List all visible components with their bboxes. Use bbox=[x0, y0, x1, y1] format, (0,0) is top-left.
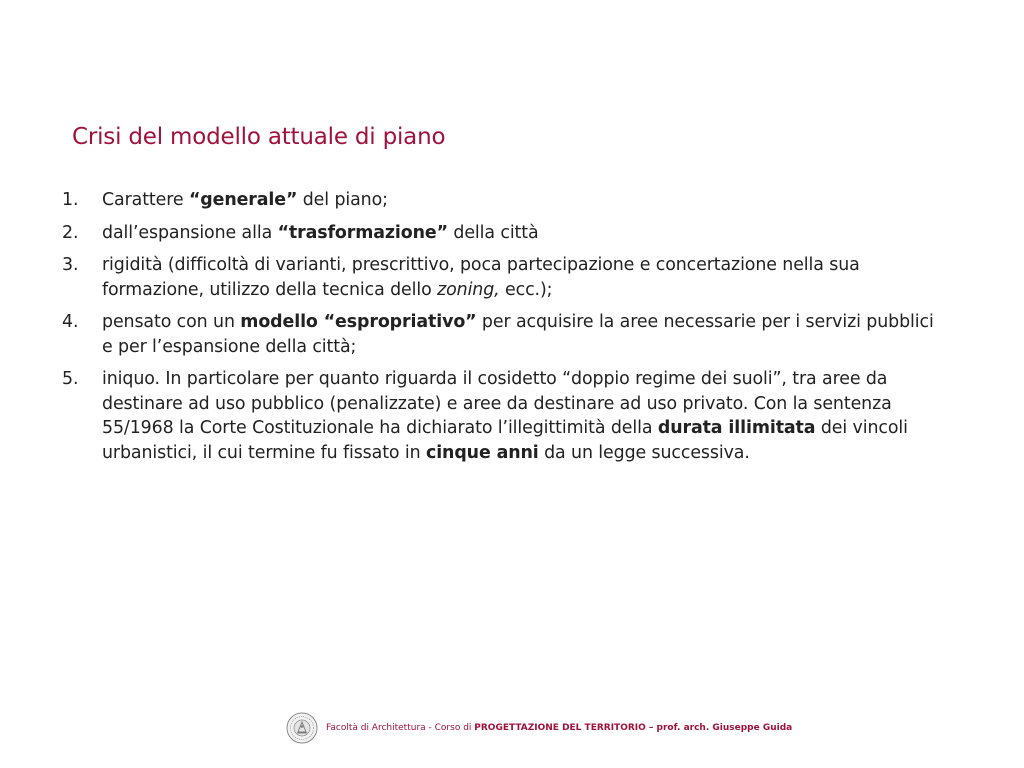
list-item-text: rigidità (difficoltà di varianti, prescrittivo, poca partecipazione e concertazione nella sua formazione, utilizzo della tecnica dello bbox=[102, 255, 860, 300]
list-item-text: da un legge successiva. bbox=[538, 442, 750, 463]
list-item bbox=[62, 310, 942, 359]
list-item bbox=[62, 253, 942, 302]
list-item-bold: durata illimitata bbox=[657, 418, 816, 438]
list-item-number: 3. bbox=[62, 255, 79, 275]
numbered-list bbox=[62, 188, 942, 473]
footer-faculty: Facoltà di Architettura bbox=[326, 723, 426, 733]
list-item-text: iniquo. In particolare per quanto riguarda il cosidetto “doppio regime dei suoli”, tra aree da destinare ad uso pubblico (penalizzate) e aree da destinare ad uso privato. Con la sentenza 55/1968 la Corte Costituzionale ha dichiarato l’illegittimità della bbox=[102, 369, 892, 438]
list-item-bold: modello “espropriativo” bbox=[240, 312, 477, 332]
list-item-text: della città bbox=[447, 222, 539, 243]
list-item-text: ecc.); bbox=[499, 279, 553, 300]
list-item-bold: “trasformazione” bbox=[277, 222, 448, 243]
list-item bbox=[62, 367, 942, 465]
list-item-number: 4. bbox=[62, 312, 79, 332]
list-item-text: dall’espansione alla bbox=[102, 222, 278, 243]
list-item-number: 2. bbox=[62, 222, 79, 243]
slide-title: Crisi del modello attuale di piano bbox=[72, 124, 446, 150]
list-item-text: Carattere bbox=[102, 190, 189, 210]
university-seal-icon bbox=[286, 712, 318, 744]
list-item bbox=[62, 188, 942, 213]
list-item-text: dei vincoli urbanistici, il cui termine fu fissato in bbox=[102, 418, 908, 463]
footer-course: PROGETTAZIONE DEL TERRITORIO – prof. arch. Giuseppe Guida bbox=[474, 723, 793, 733]
list-item-text: pensato con un bbox=[102, 312, 241, 332]
list-item-italic: zoning, bbox=[437, 279, 500, 300]
list-item-number: 5. bbox=[62, 369, 79, 389]
footer-separator: - bbox=[425, 723, 435, 733]
list-item-bold: cinque anni bbox=[425, 442, 539, 463]
list-item-text: per acquisire la aree necessarie per i servizi pubblici e per l’espansione della città; bbox=[102, 312, 934, 357]
footer-course-prefix: Corso di bbox=[434, 723, 475, 733]
list-item bbox=[62, 221, 942, 246]
list-item-text: del piano; bbox=[297, 190, 388, 210]
footer bbox=[286, 712, 792, 744]
footer-text bbox=[326, 722, 792, 734]
list-item-number: 1. bbox=[62, 190, 79, 210]
list-item-bold: “generale” bbox=[188, 190, 298, 210]
